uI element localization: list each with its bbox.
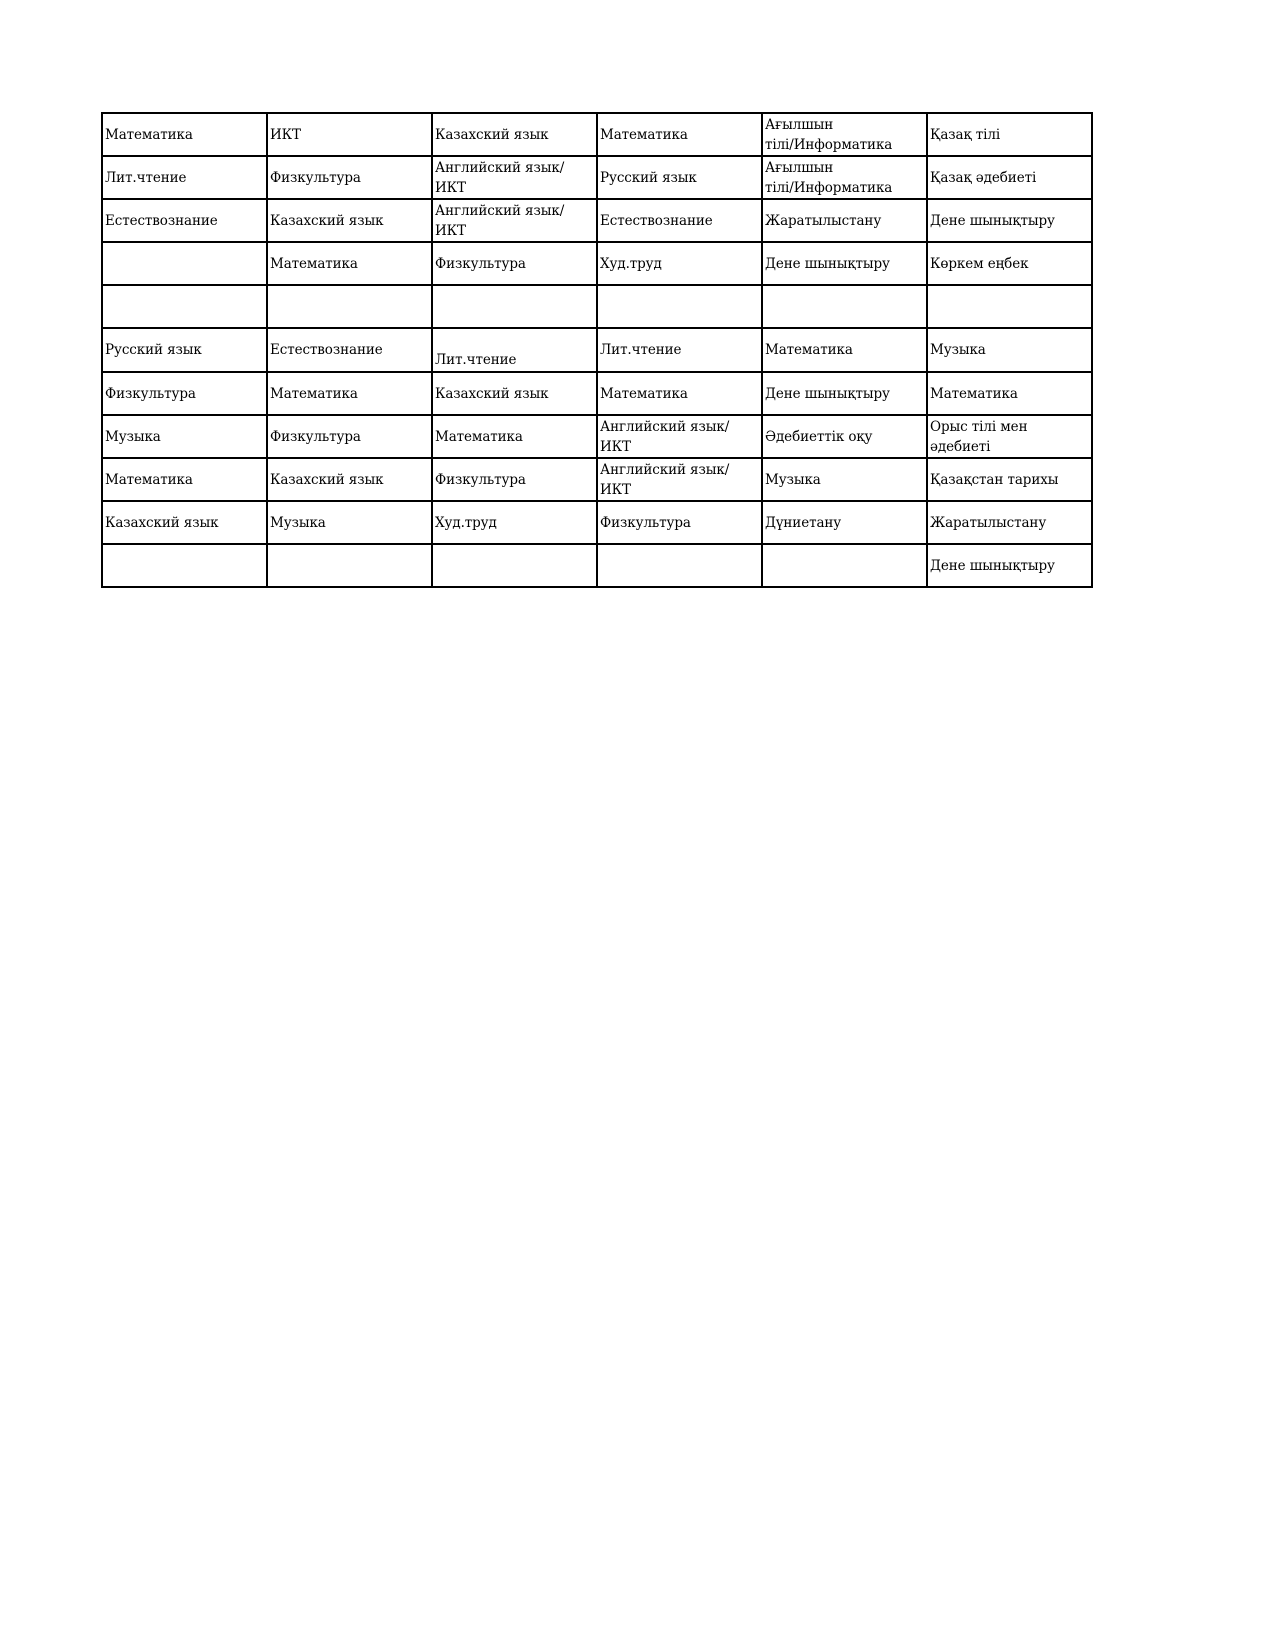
table-cell: Русский язык [102,328,267,372]
table-cell: Ағылшын тілі/Информатика [762,113,927,156]
table-cell: Казахский язык [267,458,432,501]
table-cell [267,285,432,328]
table-cell: Физкультура [597,501,762,544]
table-cell: Музыка [927,328,1092,372]
table-cell: Дене шынықтыру [927,544,1092,587]
table-cell: Математика [102,458,267,501]
table-cell: Естествознание [267,328,432,372]
table-row [102,199,1092,242]
table-cell: Худ.труд [432,501,597,544]
table-cell: Жаратылыстану [762,199,927,242]
table-row [102,458,1092,501]
table-cell [102,285,267,328]
table-cell: Дене шынықтыру [927,199,1092,242]
table-cell: Музыка [267,501,432,544]
table-cell [102,242,267,285]
table-cell: Дене шынықтыру [762,372,927,415]
table-cell: Физкультура [432,242,597,285]
table-cell: Көркем еңбек [927,242,1092,285]
table-cell: Казахский язык [432,372,597,415]
table-cell: Лит.чтение [432,328,597,372]
table-cell [597,285,762,328]
table-row [102,156,1092,199]
table-cell: Математика [102,113,267,156]
table-cell: Физкультура [102,372,267,415]
table-cell [432,285,597,328]
table-cell: Физкультура [267,156,432,199]
table-cell [102,544,267,587]
table-cell: Естествознание [597,199,762,242]
table-cell [927,285,1092,328]
table-cell: Худ.труд [597,242,762,285]
table-cell: Математика [762,328,927,372]
table-cell: Математика [267,242,432,285]
table-row [102,415,1092,458]
table-cell [762,544,927,587]
table-row [102,242,1092,285]
table-cell [597,544,762,587]
table-cell: Қазақстан тарихы [927,458,1092,501]
table-cell: Лит.чтение [102,156,267,199]
table-row [102,501,1092,544]
table-cell: Казахский язык [432,113,597,156]
table-cell: ИКТ [267,113,432,156]
table-cell: Орыс тілі мен әдебиеті [927,415,1092,458]
schedule-sheet [101,112,1093,588]
table-row [102,544,1092,587]
table-row [102,328,1092,372]
table-row [102,372,1092,415]
table-cell: Дүниетану [762,501,927,544]
table-cell: Казахский язык [102,501,267,544]
table-row [102,113,1092,156]
table-cell [267,544,432,587]
table-row [102,285,1092,328]
table-cell: Математика [597,113,762,156]
table-cell: Английский язык/ ИКТ [597,415,762,458]
table-cell: Английский язык/ ИКТ [432,156,597,199]
table-cell: Жаратылыстану [927,501,1092,544]
table-cell: Музыка [762,458,927,501]
table-cell: Английский язык/ ИКТ [432,199,597,242]
table-cell: Ағылшын тілі/Информатика [762,156,927,199]
table-cell: Естествознание [102,199,267,242]
table-cell: Қазақ әдебиеті [927,156,1092,199]
table-cell: Әдебиеттік оқу [762,415,927,458]
table-cell: Русский язык [597,156,762,199]
table-cell: Математика [432,415,597,458]
table-cell: Математика [267,372,432,415]
table-cell: Музыка [102,415,267,458]
table-cell: Физкультура [432,458,597,501]
table-cell: Английский язык/ ИКТ [597,458,762,501]
table-cell: Казахский язык [267,199,432,242]
table-cell [432,544,597,587]
table-cell [762,285,927,328]
table-cell: Математика [597,372,762,415]
schedule-table [101,112,1093,588]
table-cell: Математика [927,372,1092,415]
table-cell: Қазақ тілі [927,113,1092,156]
table-cell: Физкультура [267,415,432,458]
table-cell: Дене шынықтыру [762,242,927,285]
table-cell: Лит.чтение [597,328,762,372]
